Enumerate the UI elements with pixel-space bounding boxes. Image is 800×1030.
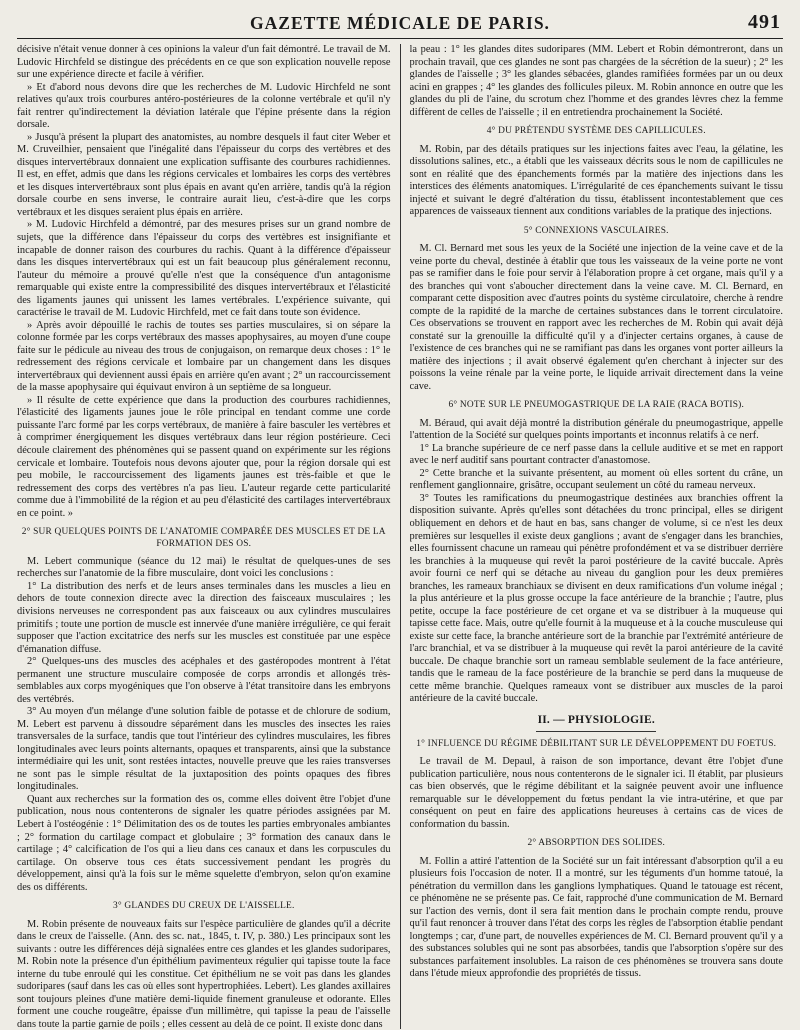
part-heading [410, 714, 784, 732]
paragraph: M. Robin présente de nouveaux faits sur l'espèce particulière de glandes qu'il a décrite dans le creux de l'aisselle. (Ann. des sc. nat., 1845, t. IV, p. 380.) Les principaux sont les suivants : outre les différences déjà signalées entre ces glandes et les glandes sudoripares, M. Robin note la présence d'un épithélium pavimenteux régulier qui tapisse toute la face interne du tube enroulé qui les constitue. Cet épithélium ne se voit pas dans les glandes sudoripares (sauf dans les cas où elles sont hypertrophiées. Lebert). Les glandes axillaires sont toujours pleines d'une matière demi-liquide finement granuleuse et odorante. Elles forment une couche rougeâtre, épaisse d'un millimètre, qui tapisse la peau de l'aisselle dans toute la partie garnie de poils ; elles cessent au delà de ce point. Il existe donc dans [17, 918, 391, 1029]
paragraph: Quant aux recherches sur la formation des os, comme elles doivent être l'objet d'une publication, nous nous contenterons de signaler les quatre périodes assignées par M. Lebert à l'ostéogénie : 1° Délimitation des os de toutes les parties embryonales ambiantes ; 2° formation du cartilage compact et globulaire ; 3° formation des canaux dans le cartilage ; 4° calcification de l'os qui a lieu dans ces canaux et dans les corpuscules du cartilage. On observe tous ces états successivement pendant les progrès du développement, ainsi qu'à la fois sur le même squelette d'embryon, selon qu'on examine des os différents. [17, 793, 391, 893]
article-columns [17, 44, 783, 1029]
paragraph: la peau : 1° les glandes dites sudoripares (MM. Lebert et Robin démontreront, dans un prochain travail, que ces glandes ne sont pas chargées de la sécrétion de la sueur) ; 2° les glandes de l'aisselle ; 3° les glandes sébacées, glandes ramifiées formées par un ou deux acini en grappes ; 4° les glandes des follicules pileux. M. Robin annonce en outre que les glandes du pli de l'aine, du scrotum chez l'homme et des grandes lèvres chez la femme diffèrent de celles de l'aisselle ; il en entretiendra prochainement la Société. [409, 44, 783, 118]
part-heading-text: II. — PHYSIOLOGIE. [537, 713, 655, 726]
paragraph: M. Béraud, qui avait déjà montré la distribution générale du pneumogastrique, appelle l'attention de la Société sur quelques points importants et inconnus relatifs à ce nerf. [409, 417, 783, 442]
paragraph: décisive n'était venue donner à ces opinions la valeur d'un fait démontré. Le travail de M. Ludovic Hirchfeld se distingue des précédents en ce que son explication nouvelle repose sur une expérience directe et facile à vérifier. [17, 44, 391, 81]
page-number: 491 [748, 11, 781, 33]
column-rule [400, 44, 401, 1029]
right-column [410, 44, 784, 1029]
section-heading: 1° INFLUENCE DU RÉGIME DÉBILITANT SUR LE DÉVELOPPEMENT DU FOETUS. [416, 738, 777, 749]
section-heading: 3° GLANDES DU CREUX DE L'AISSELLE. [113, 901, 295, 912]
paragraph: 3° Toutes les ramifications du pneumogastrique destinées aux branchies offrent la disposition suivante. Après qu'elles sont détachées du tronc principal, elles se dirigent obliquement en dehors et de haut en bas, sans changer de volume, si ce n'est les deux premières sur lesquelles il existe deux ganglions ; avant de s'engager dans les branchies, elles fournissent chacune un rameau qui pénètre profondément et va se distribuer derrière les branchies à la muqueuse qui revêt la paroi postérieure de la cavité buccale. Après avoir fourni ce nerf qui se détache au niveau du ganglion pour les deux premières branches, les rameaux branchiaux se divisent en deux ramifications d'un volume inégal ; la plus antérieure et la plus grosse occupe la face antérieure de la branchie ; l'autre, plus petite, occupe la face postérieure de cet organe et va se distribuer à la muqueuse qui tapisse cette face. Mais, outre qu'elle fournit à la muqueuse et à la couche musculeuse qui existe sur cette face, la branche antérieure sort de la branchie par l'extrémité antérieure de l'arc branchial, et va se distribuer à la muqueuse qui revêt la paroi antérieure de la cavité buccale. De chaque branchie sort un rameau semblable seulement de la face antérieure, tandis que le rameau de la face postérieure de la branchie se perd dans la muqueuse de cette même branchie. Quelques rameaux vont se distribuer aux muscles de la paroi antérieure de la cavité buccale. [409, 492, 783, 705]
section-heading [17, 527, 391, 550]
paragraph: » Et d'abord nous devons dire que les recherches de M. Ludovic Hirchfeld ne sont relatives qu'aux trois courbures antéro-postérieures de la colonne vertébrale et qu'il n'y fait rentrer qu'indirectement la déviation latérale que l'épine présente dans la région dorsale. [17, 81, 391, 131]
paragraph: 2° Cette branche et la suivante présentent, au moment où elles sortent du crâne, un renflement ganglionnaire, grisâtre, occupant seulement un côté du rameau nerveux. [409, 467, 783, 492]
section-heading: 6° NOTE SUR LE PNEUMOGASTRIQUE DE LA RAIE (RACA BOTIS). [448, 400, 744, 411]
paragraph: 2° Quelques-uns des muscles des acéphales et des gastéropodes montrent à l'état permanent une structure musculaire composée de corps arrondis et allongés très-semblables aux corps myogéniques que l'on observe à l'état transitoire dans les embryons des vertébrés. [17, 656, 391, 705]
paragraph: 1° La distribution des nerfs et de leurs anses terminales dans les muscles a lieu en dehors de toute connexion directe avec la direction des faisceaux musculaires ; les divisions nerveuses ne correspondent pas aux faisceaux ou aux cylindres musculaires primitifs ; toute une portion de muscle est innervée d'une manière irrégulière, ce qui ferait supposer que l'action excitatrice des nerfs sur les muscles est constituée par une espèce d'émanation diffuse. [17, 580, 391, 655]
paragraph: » Il résulte de cette expérience que dans la production des courbures rachidiennes, l'élasticité des ligaments jaunes joue le rôle principal en tendant comme une corde puissante l'arc formé par les corps vertébraux, de manière à faire basculer les vertèbres et à comprimer énergiquement les disques vertébraux dans leur région postérieure. Ceci découle clairement des phénomènes qui se passent quand on expérimente sur les régions cervicale et lombaire. Toutefois nous devons ajouter que, pour la région dorsale qui est peu mobile, le raccourcissement des ligaments jaunes est très-faible et que le redressement des corps des vertèbres n'a pas lieu. L'auteur regarde cette particularité comme due à l'immobilité de la région et au peu d'élasticité des cartilages intervertébraux en ce point. » [17, 394, 391, 519]
page-header [17, 10, 783, 39]
paragraph: 1° La branche supérieure de ce nerf passe dans la cellule auditive et se met en rapport avec le nerf auditif sans pourtant contracter d'anastomose. [409, 442, 783, 467]
paragraph: Le travail de M. Depaul, à raison de son importance, devant être l'objet d'une publication particulière, nous nous contenterons de le signaler ici. Il établit, par plusieurs cas bien observés, que le régime débilitant et la saignée peuvent avoir une influence remarquable sur le développement du fœtus pendant la vie intra-utérine, et que par conséquent on peut en faire des applications heureuses à certains cas de vices de conformation du bassin. [409, 756, 783, 830]
heading-divider [536, 731, 656, 732]
left-column [17, 44, 391, 1029]
section-heading: 2° ABSORPTION DES SOLIDES. [527, 838, 666, 849]
section-heading: 5° CONNEXIONS VASCULAIRES. [523, 225, 669, 236]
paragraph: M. Robin, par des détails pratiques sur les injections faites avec l'eau, la gélatine, les dissolutions salines, etc., a établi que les vaisseaux décrits sous le nom de capillicules ne sont en réalité que des épanchements formés par la matière des injections dans les interstices des éléments anatomiques. L'irrégularité de ces épanchements suivant le tissu injecté et suivant le degré d'altération du tissu, établissent incontestablement que ces apparences de vaisseaux tiennent aux conditions variables de la pratique des injections. [409, 143, 783, 218]
journal-title: GAZETTE MÉDICALE DE PARIS. [250, 13, 550, 33]
paragraph: » Jusqu'à présent la plupart des anatomistes, au nombre desquels il faut citer Weber et M. Cruveilhier, pensaient que l'inégalité dans l'épaisseur du corps des vertèbres et des disques intervertébraux donnaient une explication suffisante des courbures rachidiennes. Il est, en effet, admis que dans les régions cervicales et lombaires les corps des vertèbres et les disques intervertébraux sont plus épais en avant qu'en arrière, tandis qu'à la région dorsale courbe en sens inverse, le contraire aurait lieu, c'est-à-dire que les corps vertébraux et les disques seraient plus épais en arrière. [17, 131, 391, 218]
section-heading-line: FORMATION DES OS. [156, 538, 252, 549]
paragraph: M. Lebert communique (séance du 12 mai) le résultat de quelques-unes de ses recherches sur l'anatomie de la fibre musculaire, dont voici les conclusions : [17, 555, 391, 580]
section-heading: 4° DU PRÉTENDU SYSTÈME DES CAPILLICULES. [486, 126, 706, 137]
paragraph: M. Cl. Bernard met sous les yeux de la Société une injection de la veine cave et de la veine porte du cheval, destinée à établir que tous les vaisseaux de la veine porte ne vont pas se ramifier dans le foie pour servir à l'élaboration propre à cet organe, mais qu'il y a des branches qui vont s'aboucher directement dans la veine cave. M. Cl. Bernard, en comparant cette disposition avec d'autres points du système circulatoire, cherche à rendre compte de la rapidité de la marche de certaines substances dans le torrent circulatoire. Ces observations se trouvent en rapport avec les recherches de M. Robin qui avait déjà constaté sur la grenouille la difficulté qu'il y a d'injecter certains organes, à cause de l'existence de ces branches qui ne se ramifiant pas dans les organes vont porter ailleurs la matière des injections ; il avait observé également qu'en cherchant à injecter sur des poissons la veine rénale par la veine porte, le liquide arrivait directement dans la veine cave. [409, 243, 783, 392]
paragraph: 3° Au moyen d'un mélange d'une solution faible de potasse et de chlorure de sodium, M. Lebert est parvenu à dissoudre séparément dans les muscles des insectes les raies transversales de la surface, tandis que tout l'intérieur des cylindres musculaires, les fibres longitudinales avec leurs points alternants, opaques et transparents, ainsi que la substance intermédiaire qui les unit, sont restées intactes, nouvelle preuve que les raies transverses ne sont pas le simple résultat de la juxtaposition des points opaques des fibres longitudinales. [17, 706, 391, 793]
paragraph: » Après avoir dépouillé le rachis de toutes ses parties musculaires, si on sépare la colonne formée par les corps vertébraux des masses apophysaires, au moyen d'une coupe faite sur le pédicule au niveau des trous de conjugaison, on remarque deux choses : 1° le redressement des régions cervicale et lombaire par un changement dans les disques intervertébraux qui deviennent aussi épais en arrière qu'en avant ; 2° un raccourcissement de la masse apophysaire qui équivaut environ à un septième de sa longueur. [17, 319, 391, 394]
paragraph: M. Follin a attiré l'attention de la Société sur un fait intéressant d'absorption qu'il a eu plusieurs fois l'occasion de noter. Il a montré, sur les téguments d'un homme tatoué, la pénétration du vermillon dans les ganglions lymphatiques. Quand le tatouage est récent, ce phénomène ne se présente pas. Ce fait, rapproché d'une communication de M. Bernard sur l'action des vernis, dont il sera fait mention dans le prochain compte rendu, prouve qu'il faut renoncer à trouver dans l'état des corps les règles de l'absorption établie pendant longtemps ; car, d'une part, de nouvelles expériences de M. Cl. Bernard prouvent qu'il y a des substances solubles qui ne sont pas absorbées, tandis que l'absorption s'opère sur des substances parfaitement insolubles. La raison de ces phénomènes se trouvera sans doute dans l'étude mieux approfondie des propriétés de tissus. [409, 855, 783, 980]
section-heading-line: 2° SUR QUELQUES POINTS DE L'ANATOMIE COMPARÉE DES MUSCLES ET DE LA [21, 527, 386, 538]
paragraph: » M. Ludovic Hirchfeld a démontré, par des mesures prises sur un grand nombre de sujets, que la différence dans l'épaisseur du corps des vertèbres est insignifiante et incapable de donner raison des courbures du rachis. Quant à la différence d'épaisseur dans les disques intervertébraux qui est un fait beaucoup plus généralement reconnu, l'auteur du mémoire a prouvé qu'elle n'est que la conséquence d'un antagonisme remarquable qui existe entre la compressibilité des disques intervertébraux et l'élasticité des ligaments jaunes qui unissent les lames vertébrales. L'expérience suivante, qui caractérise le travail de M. Ludovic Hirchfeld, met ce fait dans toute son évidence. [17, 219, 391, 319]
